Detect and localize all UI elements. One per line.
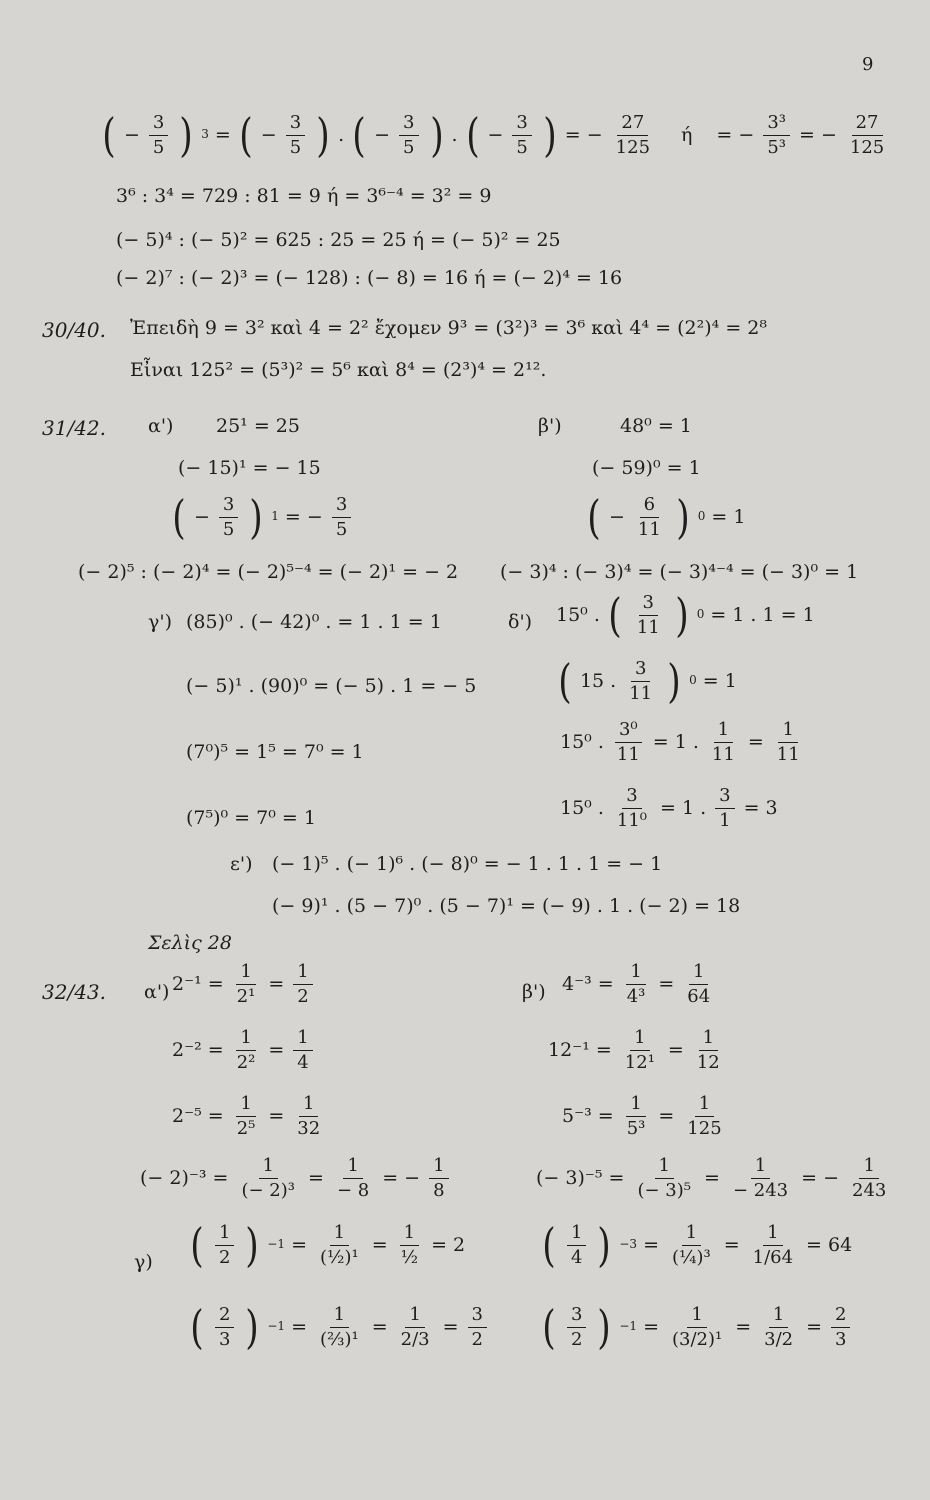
fraction: $\frac{1}{\text{(3/2)¹}}$ xyxy=(671,1303,723,1350)
fraction: $\frac{1}{2}$ xyxy=(215,1223,234,1268)
fraction: $\frac{1}{- 8}$ xyxy=(336,1155,370,1201)
equation-line: (7⁵)⁰ = 7⁰ = 1 xyxy=(186,807,316,829)
part-label: α') xyxy=(144,981,170,1003)
part-label: α') xyxy=(148,415,174,437)
part-label: β') xyxy=(538,415,562,437)
fraction: $\frac{1}{\text{5³}}$ xyxy=(626,1093,646,1139)
fraction: $\frac{1}{\text{2¹}}$ xyxy=(236,961,256,1007)
fraction: $\frac{3}{5}$ xyxy=(149,113,168,158)
fraction: $\frac{3}{2}$ xyxy=(468,1305,487,1350)
fraction: $\frac{1}{4}$ xyxy=(567,1223,586,1268)
fraction: $\frac{1}{1/64}$ xyxy=(752,1221,794,1268)
fraction: $\frac{3}{5}$ xyxy=(286,113,305,158)
fraction: $\frac{1}{\text{½}}$ xyxy=(400,1221,419,1268)
exercise-number: 32/43. xyxy=(42,980,106,1004)
equation-line: (− 2)⁷ : (− 2)³ = (− 128) : (− 8) = 16 ή = (− 2)⁴ = 16 xyxy=(116,267,623,289)
equation-line: 15⁰ . ( $\frac{3}{11}$ ) 0 = 1 . 1 = 1 xyxy=(556,588,815,642)
equation-line: ( $\frac{1}{4}$ ) −3 = $\frac{1}{\text{(¼)³}}$ = $\frac{1}{1/64}$ = 64 xyxy=(542,1218,853,1272)
fraction: $\frac{1}{12}$ xyxy=(696,1027,720,1073)
fraction: $\frac{1}{\text{(− 2)³}}$ xyxy=(241,1155,296,1201)
fraction: $\frac{1}{\text{(− 3)⁵}}$ xyxy=(637,1155,692,1201)
equation-line: (7⁰)⁵ = 1⁵ = 7⁰ = 1 xyxy=(186,741,364,763)
equation-line: 3⁶ : 3⁴ = 729 : 81 = 9 ή = 3⁶⁻⁴ = 3² = 9 xyxy=(116,185,492,207)
equation-line: Εἶναι 125² = (5³)² = 5⁶ καὶ 8⁴ = (2³)⁴ = 2¹². xyxy=(130,359,547,381)
equation-line: (− 1)⁵ . (− 1)⁶ . (− 8)⁰ = − 1 . 1 . 1 = − 1 xyxy=(272,853,663,875)
equation-line: ( − $\frac{6}{11}$ ) 0 = 1 xyxy=(587,490,746,544)
equation-line: (− 9)¹ . (5 − 7)⁰ . (5 − 7)¹ = (− 9) . 1 . (− 2) = 18 xyxy=(272,895,741,917)
equation-line: ( $\frac{1}{2}$ ) −1 = $\frac{1}{\text{(½)¹}}$ = $\frac{1}{\text{½}}$ = 2 xyxy=(190,1218,466,1272)
fraction: $\frac{2}{3}$ xyxy=(831,1305,850,1350)
fraction: $\frac{27}{125}$ xyxy=(849,111,885,158)
page-reference: Σελὶς 28 xyxy=(148,932,232,954)
equation-line: (85)⁰ . (− 42)⁰ . = 1 . 1 = 1 xyxy=(186,611,442,633)
exercise-number: 31/42. xyxy=(42,416,106,440)
equation-line: 12⁻¹ = $\frac{1}{\text{12¹}}$ = $\frac{1}{12}$ xyxy=(548,1028,727,1073)
fraction: $\frac{3}{11}$ xyxy=(629,657,653,704)
equation-line: (− 2)⁵ : (− 2)⁴ = (− 2)⁵⁻⁴ = (− 2)¹ = − 2 xyxy=(78,561,459,583)
fraction: $\frac{3}{5}$ xyxy=(512,113,531,158)
fraction: $\frac{3}{5}$ xyxy=(219,495,238,540)
page-number: 9 xyxy=(862,54,874,75)
equation-line: (− 2)⁻³ = $\frac{1}{\text{(− 2)³}}$ = $\frac{1}{- 8}$ = − $\frac{1}{8}$ xyxy=(140,1156,452,1201)
fraction: $\frac{6}{11}$ xyxy=(637,493,661,540)
fraction: $\frac{3}{2}$ xyxy=(567,1305,586,1350)
fraction: $\frac{1}{\text{(⅔)¹}}$ xyxy=(319,1303,359,1350)
fraction: $\frac{1}{125}$ xyxy=(687,1093,722,1139)
equation-line: ( 15 . $\frac{3}{11}$ ) 0 = 1 xyxy=(558,654,737,708)
equation-line: 5⁻³ = $\frac{1}{\text{5³}}$ = $\frac{1}{125}$ xyxy=(562,1094,729,1139)
part-label: γ') xyxy=(148,611,172,633)
fraction: $\frac{1}{- 243}$ xyxy=(732,1155,789,1201)
fraction: $\frac{3}{5}$ xyxy=(399,113,418,158)
fraction: $\frac{1}{243}$ xyxy=(852,1155,887,1201)
fraction: $\frac{1}{\text{2²}}$ xyxy=(236,1027,256,1073)
fraction: $\frac{1}{4}$ xyxy=(293,1028,312,1073)
fraction: $\frac{1}{\text{4³}}$ xyxy=(626,961,646,1007)
equation-line: 4⁻³ = $\frac{1}{\text{4³}}$ = $\frac{1}{64}$ xyxy=(562,962,717,1007)
exercise-number: 30/40. xyxy=(42,318,106,342)
fraction: $\frac{27}{125}$ xyxy=(615,111,651,158)
equation-line: 15⁰ . $\frac{3}{\text{11⁰}}$ = 1 . $\frac{3}{1}$ = 3 xyxy=(560,785,778,831)
equation-line: Ἐπειδὴ 9 = 3² καὶ 4 = 2² ἔχομεν 9³ = (3²)³ = 3⁶ καὶ 4⁴ = (2²)⁴ = 2⁸ xyxy=(130,317,767,339)
fraction: $\frac{3}{5}$ xyxy=(332,495,351,540)
fraction: $\frac{3}{1}$ xyxy=(715,786,734,831)
part-label: γ) xyxy=(134,1251,153,1273)
fraction: $\frac{3}{11}$ xyxy=(636,591,660,638)
fraction: $\frac{1}{\text{(¼)³}}$ xyxy=(671,1221,711,1268)
equation-line: 2⁻² = $\frac{1}{\text{2²}}$ = $\frac{1}{4}$ xyxy=(172,1028,316,1073)
equation-line: ( $\frac{3}{2}$ ) −1 = $\frac{1}{\text{(3/2)¹}}$ = $\frac{1}{3/2}$ = $\frac{2}{3}$ xyxy=(540,1304,853,1350)
equation-line: ( − $\frac{3}{5}$ ) 1 = − $\frac{3}{5}$ xyxy=(170,494,354,540)
fraction: $\frac{1}{2/3}$ xyxy=(400,1303,430,1350)
fraction: $\frac{1}{3/2}$ xyxy=(764,1303,794,1350)
fraction: $\frac{\text{3³}}{\text{5³}}$ xyxy=(763,113,790,158)
equation-line: (− 3)⁻⁵ = $\frac{1}{\text{(− 3)⁵}}$ = $\frac{1}{- 243}$ = − $\frac{1}{243}$ xyxy=(536,1156,893,1201)
fraction: $\frac{1}{\text{12¹}}$ xyxy=(624,1027,655,1073)
part-label: δ') xyxy=(508,611,533,633)
equation-line: 2⁻¹ = $\frac{1}{\text{2¹}}$ = $\frac{1}{2}$ xyxy=(172,962,316,1007)
equation-line: (− 59)⁰ = 1 xyxy=(592,457,701,479)
equation-line: (− 15)¹ = − 15 xyxy=(178,457,321,479)
fraction: $\frac{1}{32}$ xyxy=(297,1093,321,1139)
fraction: $\frac{1}{11}$ xyxy=(711,719,735,765)
fraction: $\frac{1}{\text{2⁵}}$ xyxy=(236,1093,256,1139)
equation-line: ( $\frac{2}{3}$ ) −1 = $\frac{1}{\text{(⅔)¹}}$ = $\frac{1}{2/3}$ = $\frac{3}{2}$ xyxy=(188,1304,490,1350)
fraction: $\frac{\text{3⁰}}{11}$ xyxy=(616,719,640,765)
cube-expansion-line: ( − $\frac{3}{5}$ ) 3 = ( − $\frac{3}{5}$ ) . ( − $\frac{3}{5}$ ) . ( − $\frac{3}{5}$ ) = − $\frac{27}{125}$ ή = − $\frac{\text{3³}}{\text{5³}}$ = − $\frac{27}{125}$ xyxy=(100,112,891,158)
equation-line: (− 5)⁴ : (− 5)² = 625 : 25 = 25 ή = (− 5)² = 25 xyxy=(116,229,561,251)
paren-open: ( xyxy=(102,108,116,162)
fraction: $\frac{3}{\text{11⁰}}$ xyxy=(616,785,647,831)
fraction: $\frac{1}{8}$ xyxy=(429,1156,448,1201)
fraction: $\frac{2}{3}$ xyxy=(215,1305,234,1350)
part-label: β') xyxy=(522,981,546,1003)
fraction: $\frac{1}{11}$ xyxy=(776,719,800,765)
part-label: ε') xyxy=(230,853,253,875)
equation-line: 48⁰ = 1 xyxy=(620,415,692,437)
equation-line: 2⁻⁵ = $\frac{1}{\text{2⁵}}$ = $\frac{1}{32}$ xyxy=(172,1094,327,1139)
fraction: $\frac{1}{\text{(½)¹}}$ xyxy=(319,1221,359,1268)
equation-line: (− 3)⁴ : (− 3)⁴ = (− 3)⁴⁻⁴ = (− 3)⁰ = 1 xyxy=(500,561,859,583)
equation-line: (− 5)¹ . (90)⁰ = (− 5) . 1 = − 5 xyxy=(186,675,477,697)
equation-line: 25¹ = 25 xyxy=(216,415,300,437)
fraction: $\frac{1}{2}$ xyxy=(293,962,312,1007)
fraction: $\frac{1}{64}$ xyxy=(687,961,711,1007)
equation-line: 15⁰ . $\frac{\text{3⁰}}{11}$ = 1 . $\frac{1}{11}$ = $\frac{1}{11}$ xyxy=(560,720,807,765)
